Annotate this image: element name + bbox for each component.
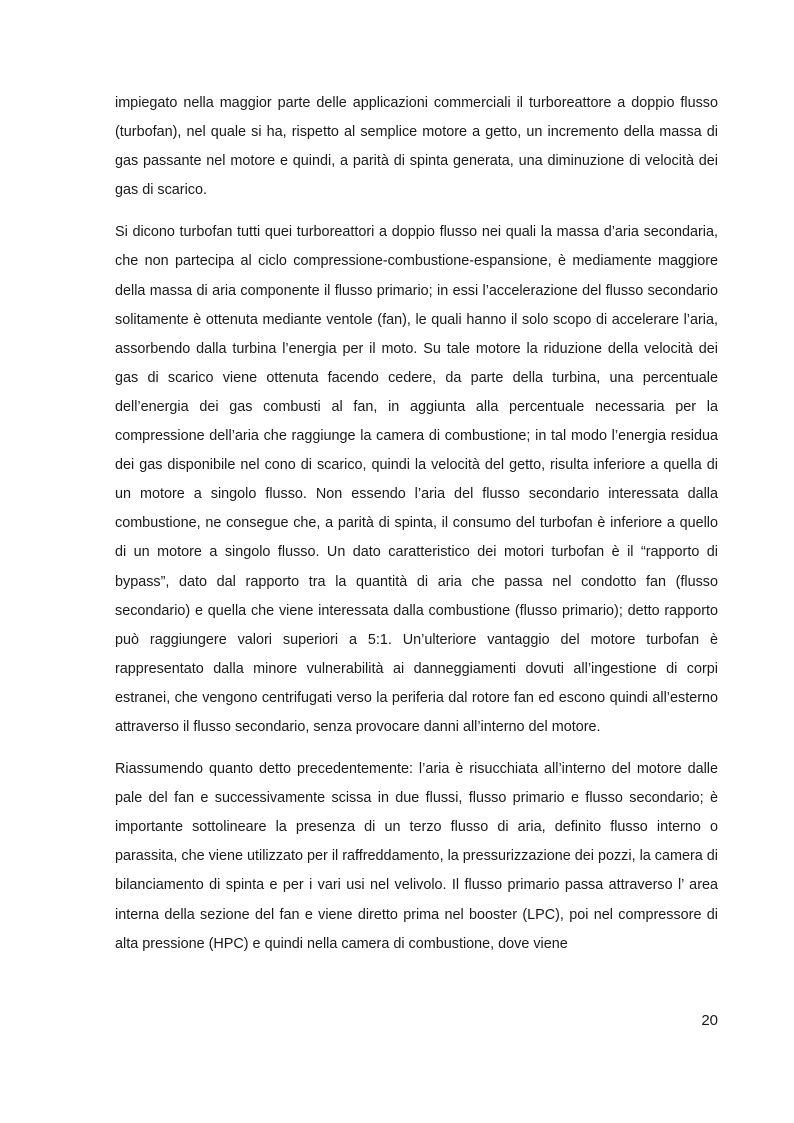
page-number: 20 [701,1012,718,1029]
paragraph-turbofan-definition: Si dicono turbofan tutti quei turboreattori a doppio flusso nei quali la massa d’aria secondaria, che non partecipa al ciclo compressione-combustione-espansione, è mediamente maggiore della massa di aria componente il flusso primario; in essi l’accelerazione del flusso secondario solitamente è ottenuta mediante ventole (fan), le quali hanno il solo scopo di accelerare l’aria, assorbendo dalla turbina l’energia per il moto. Su tale motore la riduzione della velocità dei gas di scarico viene ottenuta facendo cedere, da parte della turbina, una percentuale dell’energia dei gas combusti al fan, in aggiunta alla percentuale necessaria per la compressione dell’aria che raggiunge la camera di combustione; in tal modo l’energia residua dei gas disponibile nel cono di scarico, quindi la velocità del getto, risulta inferiore a quella di un motore a singolo flusso. Non essendo l’aria del flusso secondario interessata dalla combustione, ne consegue che, a parità di spinta, il consumo del turbofan è inferiore a quello di un motore a singolo flusso. Un dato caratteristico dei motori turbofan è il “rapporto di bypass”, dato dal rapporto tra la quantità di aria che passa nel condotto fan (flusso secondario) e quella che viene interessata dalla combustione (flusso primario); detto rapporto può raggiungere valori superiori a 5:1. Un’ulteriore vantaggio del motore turbofan è rappresentato dalla minore vulnerabilità ai danneggiamenti dovuti all’ingestione di corpi estranei, che vengono centrifugati verso la periferia dal rotore fan ed escono quindi all’esterno attraverso il flusso secondario, senza provocare danni all’interno del motore. [115,224,718,735]
body-text [115,89,718,972]
paragraph-turbofan-intro: impiegato nella maggior parte delle applicazioni commerciali il turboreattore a doppio flusso (turbofan), nel quale si ha, rispetto al semplice motore a getto, un incremento della massa di gas passante nel motore e quindi, a parità di spinta generata, una diminuzione di velocità dei gas di scarico. [115,95,718,199]
paragraph-airflow-summary: Riassumendo quanto detto precedentemente: l’aria è risucchiata all’interno del motore dalle pale del fan e successivamente scissa in due flussi, flusso primario e flusso secondario; è importante sottolineare la presenza di un terzo flusso di aria, definito flusso interno o parassita, che viene utilizzato per il raffreddamento, la pressurizzazione dei pozzi, la camera di bilanciamento di spinta e per i vari usi nel velivolo. Il flusso primario passa attraverso l’ area interna della sezione del fan e viene diretto prima nel booster (LPC), poi nel compressore di alta pressione (HPC) e quindi nella camera di combustione, dove viene [115,761,718,952]
